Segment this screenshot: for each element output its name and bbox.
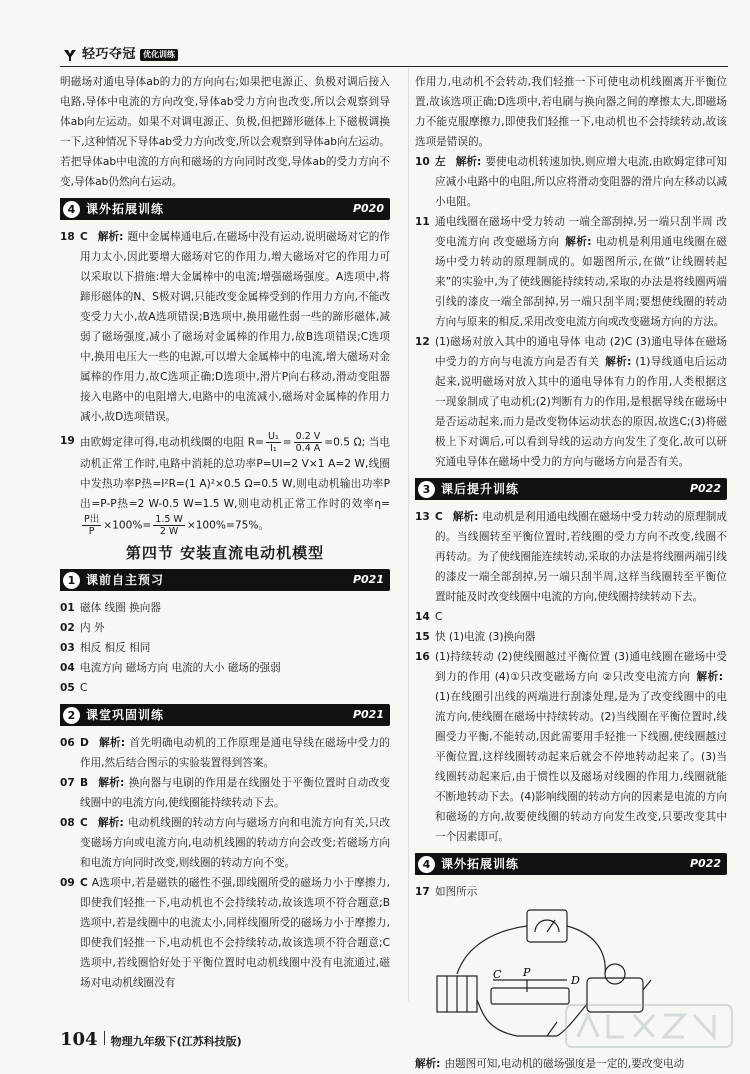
item-number: 14	[415, 611, 430, 623]
item-text: 电流方向 磁场方向 电流的大小 磁场的强弱	[80, 662, 281, 674]
answer-item-09	[60, 873, 390, 993]
analysis-label: 解析:	[98, 777, 125, 789]
switch-icon	[547, 1022, 557, 1036]
section-page: P021	[352, 573, 384, 586]
formula-fraction	[153, 514, 185, 537]
analysis-label: 解析:	[98, 737, 126, 749]
item-analysis: 换向器与电刷的作用是在线圈处于平衡位置时自动改变线圈中的电流方向,使线圈能持续转动下去。	[80, 777, 390, 809]
wire	[457, 926, 527, 974]
item-number: 18	[60, 231, 75, 243]
fraction-denominator: 2 W	[159, 526, 179, 537]
analysis-label: 解析:	[452, 511, 479, 523]
preview-item-05	[60, 678, 390, 698]
analysis-label: 解析:	[696, 671, 723, 683]
column-divider	[408, 68, 409, 1001]
section-title: 课前自主预习	[86, 573, 165, 587]
item-analysis: 题中金属棒通电后,在磁场中没有运动,说明磁场对它的作用力太小,因此要增大磁场对它的作用力,增大磁场对它的作用力可以采取以下措施:增大金属棒中的电流;增强磁场强度。A选项中,将蹄形磁体的N、S极对调,只能改变金属棒受到的作用力方向,不能改变受力大小,故A选项错误;B选项中,换用磁性弱一些的蹄形磁体,减弱了磁场强度,减小了磁场对金属棒的作用力,故B选项错误;C选项中,换用电压大一些的电源,可以增大金属棒中的电流,增大磁场对金属棒的作用力,故C选项正确;D选项中,滑片P向右移动,滑动变阻器接入电路中的电阻增大,电路中的电流减小,磁场对金属棒的作用力减小,故D选项错误。	[80, 231, 390, 423]
item-answer: C	[80, 817, 88, 829]
watermark-icon	[564, 1001, 734, 1051]
fraction-denominator: I₁	[270, 443, 277, 454]
answer-item-15	[415, 627, 727, 647]
item-number: 11	[415, 216, 430, 228]
rheostat-icon	[491, 988, 569, 1004]
preview-item-01	[60, 598, 390, 618]
item-answer: 通电线圈在磁场中受力转动 一端全部刮掉,另一端只刮半周 改变电流方向 改变磁场方向	[435, 216, 727, 248]
item-number: 19	[60, 435, 75, 447]
fraction-numerator: 1.5 W	[155, 514, 183, 525]
fraction-numerator: U₁	[268, 431, 279, 442]
section-badge: 4	[63, 201, 80, 218]
item-number: 04	[60, 662, 75, 674]
section-badge: 2	[63, 707, 80, 724]
header-rule	[60, 66, 728, 67]
fraction-numerator: 0.2 V	[295, 431, 321, 442]
item-number: 09	[60, 877, 75, 889]
answer-item-13	[415, 507, 727, 607]
analysis-label: 解析:	[565, 236, 592, 248]
section-title: 课外拓展训练	[441, 857, 520, 871]
answer-item-07	[60, 773, 390, 813]
section-page: P022	[689, 857, 721, 870]
fraction-denominator: 0.4 A	[295, 443, 321, 454]
item-answer: B	[80, 777, 89, 789]
answer-item-12	[415, 332, 727, 472]
wire	[567, 926, 605, 974]
item-analysis: 首先明确电动机的工作原理是通电导线在磁场中受力的作用,然后结合图示的实验装置得到答案。	[80, 737, 390, 769]
formula-fraction	[82, 514, 101, 537]
item-answer: 如图所示	[435, 886, 478, 898]
item-text: C	[80, 682, 88, 694]
wire	[477, 1000, 557, 1036]
analysis-label: 解析:	[605, 356, 632, 368]
answer-item-10	[415, 152, 727, 212]
section-page: P020	[352, 202, 384, 215]
logo-icon	[62, 47, 78, 63]
item-number: 17	[415, 886, 430, 898]
preview-item-04	[60, 658, 390, 678]
ammeter-icon	[527, 910, 567, 942]
item-answer: C	[80, 231, 88, 243]
page-header	[62, 44, 178, 66]
label-d: D	[571, 974, 580, 987]
item-number: 13	[415, 511, 430, 523]
section-title: 课后提升训练	[441, 482, 520, 496]
answer-item-08	[60, 813, 390, 873]
item-text: 由欧姆定律可得,电动机线圈的电阻 R=	[80, 436, 264, 449]
preview-item-02	[60, 618, 390, 638]
answer-item-06	[60, 733, 390, 773]
fraction-numerator: P出	[84, 514, 100, 525]
label-c: C	[493, 968, 502, 981]
item-answer: 左	[435, 156, 446, 168]
answer-item-18	[60, 227, 390, 427]
item-analysis: A选项中,若是磁铁的磁性不强,即线圈所受的磁场力小于摩擦力,即使我们轻推一下,电动机也不会持续转动,故该选项不符合题意;B选项中,若是线圈中的电流太小,同样线圈所受的磁场力小于摩擦力,即使我们轻推一下,电动机也不会持续转动,故该选项不符合题意;C选项中,若线圈恰好处于平衡位置时电动机线圈中没有电流通过,磁场对电动机线圈没有	[80, 877, 390, 989]
section-badge: 3	[418, 481, 435, 498]
item-number: 03	[60, 642, 75, 654]
item-text: 当电动机正常工作时,电路中消耗的总功率P=UI=2 V×1 A=2 W,线圈中发热功率P热=I²R=(1 A)²×0.5 Ω=0.5 W,则电动机输出功率P出=P-P热=2 W-0.5 W=1.5 W,则电动机正常工作时的效率η=	[80, 436, 390, 510]
section-page: P021	[352, 708, 384, 721]
item-text: ×100%=	[103, 519, 152, 532]
item-number: 07	[60, 777, 75, 789]
section-badge: 4	[418, 856, 435, 873]
chapter-title: 第四节 安装直流电动机模型	[125, 544, 325, 562]
answer-item-17	[415, 882, 727, 902]
item-number: 15	[415, 631, 430, 643]
item-analysis: 电动机线圈的转动方向与磁场方向和电流方向有关,只改变磁场方向或电流方向,电动机线圈的转动方向会改变;若磁场方向和电流方向同时改变,则线圈的转动方向不变。	[80, 817, 390, 869]
item-analysis: 电动机是利用通电线圈在磁场中受力转动的原理制成的。如题图所示,在做“让线圈转起来”的实验中,为了使线圈能持续转动,采取的办法是将线圈两端引线的漆皮一端全部刮掉,另一端只刮半周;要想使线圈的转动方向与原来的相反,采用改变电流方向或改变磁场方向的方法。	[435, 236, 727, 328]
item-analysis: (1)导线通电后运动起来,说明磁场对放入其中的通电导体有力的作用,人类根据这一现象制成了电动机;(2)判断有力的作用,是根据导线在磁场中是否运动起来,而力是改变物体运动状态的原因,故选C;(3)将磁极上下对调后,可以看到导线的运动方向发生了变化,故可以研究通电导体在磁场中受力的方向与磁场方向是否有关。	[435, 356, 727, 468]
page-number: 104	[60, 1029, 98, 1050]
analysis-label: 解析:	[97, 817, 124, 829]
answer-item-14	[415, 607, 727, 627]
item-answer: (1)磁场对放入其中的通电导体 电动 (2)C (3)通电导体在磁场中受力的方向与电流方向是否有关	[435, 336, 727, 368]
item-number: 01	[60, 602, 75, 614]
section-badge: 1	[63, 572, 80, 589]
item-text: 磁体 线圈 换向器	[80, 602, 161, 614]
brand-name: 轻巧夺冠	[82, 47, 137, 62]
left-column	[60, 72, 390, 993]
section-page: P022	[689, 482, 721, 495]
section-bar-preview	[60, 569, 390, 591]
item-analysis: 由题图可知,电动机的磁场强度是一定的,要改变电动	[444, 1058, 685, 1070]
section-bar-consolidation	[60, 704, 390, 726]
item-answer: C	[435, 511, 443, 523]
brand-subtitle: 优化训练	[140, 49, 178, 61]
section-bar-extension-1	[60, 198, 390, 220]
item-number: 06	[60, 737, 75, 749]
item-analysis: (1)在线圈引出线的两端进行刮漆处理,是为了改变线圈中的电流方向,使线圈在磁场中持续转动。(2)当线圈在平衡位置时,线圈受力平衡,不能转动,因此需要用手轻推一下线圈,使线圈越过平衡位置,这样线圈转动起来后就会不停地转动起来了。(3)当线圈转动起来后,由于惯性以及磁场对线圈的作用力,线圈就能不断地转动下去。(4)影响线圈的转动方向的因素是电流的方向和磁场的方向,故要使线圈的转动方向发生改变,只要改变其中一个因素即可。	[435, 691, 727, 843]
item-text: 内 外	[80, 622, 105, 634]
item-number: 05	[60, 682, 75, 694]
answer-item-16	[415, 647, 727, 847]
intro-paragraph: 明磁场对通电导体ab的力的方向向右;如果把电源正、负极对调后接入电路,导体中电流的方向改变,导体ab受力方向也改变,所以会观察到导体ab向左运动。如果不对调电源正、负极,但把蹄形磁体上下磁极调换一下,这种情况下导体ab受力方向改变,所以会观察到导体ab向左运动。若把导体ab中电流的方向和磁场的方向同时改变,导体ab的受力方向不变,导体ab仍然向右运动。	[60, 76, 390, 188]
item-number: 10	[415, 156, 430, 168]
section-bar-improvement	[415, 478, 727, 500]
item-text: 相反 相反 相同	[80, 642, 151, 654]
item-answer: D	[80, 737, 89, 749]
item-17-analysis	[415, 1054, 727, 1074]
item-number: 08	[60, 817, 75, 829]
formula-fraction	[266, 431, 281, 454]
item-text: ×100%=75%。	[186, 519, 269, 532]
book-title: 物理九年级下(江苏科技版)	[110, 1035, 242, 1048]
item-answer: C	[80, 877, 88, 889]
section-title: 课堂巩固训练	[86, 708, 165, 722]
item-number: 16	[415, 651, 430, 663]
formula-fraction	[294, 431, 323, 454]
right-column	[415, 72, 727, 1074]
item-text: =	[282, 436, 292, 449]
section-title: 课外拓展训练	[86, 202, 165, 216]
label-p: P	[523, 966, 531, 979]
item-number: 02	[60, 622, 75, 634]
page-footer	[60, 1030, 242, 1052]
analysis-label: 解析:	[455, 156, 482, 168]
item-number: 12	[415, 336, 430, 348]
fraction-denominator: P	[88, 526, 95, 537]
footer-separator	[104, 1031, 105, 1045]
ammeter-dial	[535, 920, 559, 932]
preview-item-03	[60, 638, 390, 658]
continued-paragraph: 作用力,电动机不会转动,我们轻推一下可使电动机线圈离开平衡位置,故该选项正确;D选项中,若电刷与换向器之间的摩擦太大,即磁场力不能克服摩擦力,即使我们轻推一下,电动机也不会持续转动,故该选项是错误的。	[415, 76, 727, 148]
section-bar-extension-2	[415, 853, 727, 875]
item-text: =0.5 Ω;	[324, 436, 366, 449]
item-answer: 快 (1)电流 (3)换向器	[435, 631, 536, 643]
item-analysis: 要使电动机转速加快,则应增大电流,由欧姆定律可知应减小电路中的电阻,所以应将滑动变阻器的滑片向左移动以减小电阻。	[435, 156, 728, 208]
item-analysis: 电动机是利用通电线圈在磁场中受力转动的原理制成的。当线圈转至平衡位置时,若线圈的受力方向不改变,线圈不再转动。为了使线圈能连续转动,采取的办法是将线圈两端引线的漆皮一端全部刮掉,另一端只刮半周,这样当线圈转至平衡位置时能及时改变线圈中电流的方向,使线圈持续转动下去。	[435, 511, 727, 603]
analysis-label: 解析:	[415, 1058, 441, 1070]
answer-item-19	[60, 431, 390, 537]
answer-item-11	[415, 212, 727, 332]
item-answer: (1)持续转动 (2)使线圈越过平衡位置 (3)通电线圈在磁场中受到力的作用 (4)①只改变磁场方向 ②只改变电流方向	[435, 651, 727, 683]
analysis-label: 解析:	[97, 231, 124, 243]
item-answer: C	[435, 611, 443, 623]
